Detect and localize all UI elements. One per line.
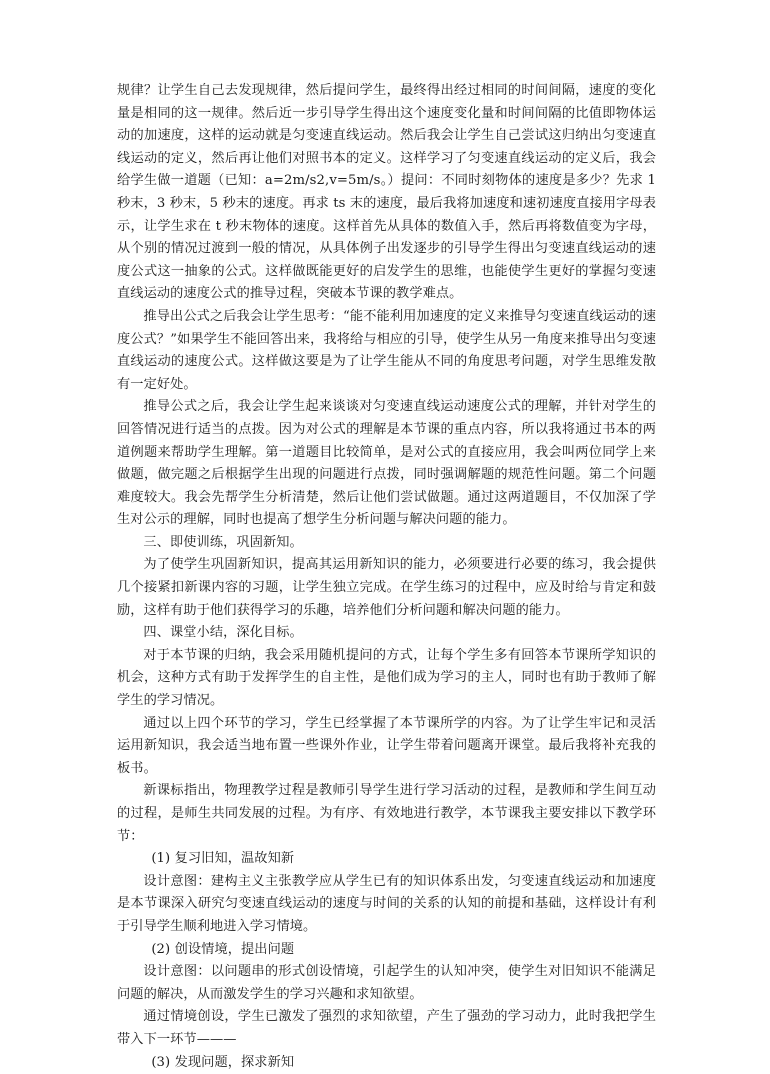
heading-step-two: (2) 创设情境，提出问题	[151, 941, 295, 957]
paragraph-formula-understanding: 推导公式之后，我会让学生起来谈谈对匀变速直线运动速度公式的理解，并针对学生的回答情况进行适当的点拨。因为对公式的理解是本节课的重点内容，所以我将通过书本的两道例题来帮助学生理解。第一道题目比较简单，是对公式的直接应用，我会叫两位同学上来做题，做完题之后根据学生出现的问题进行点拨，同时强调解题的规范性问题。第二个问题难度较大。我会先帮学生分析清楚，然后让他们尝试做题。通过这两道题目，不仅加深了学生对公示的理解，同时也提高了想学生分析问题与解决问题的能力。	[117, 399, 656, 528]
document-page	[117, 80, 656, 1074]
paragraph-homework: 通过以上四个环节的学习，学生已经掌握了本节课所学的内容。为了让学生牢记和灵活运用新知识，我会适当地布置一些课外作业，让学生带着问题离开课堂。最后我将补充我的板书。	[117, 715, 656, 776]
paragraph-practice: 为了使学生巩固新知识，提高其运用新知识的能力，必须要进行必要的练习，我会提供几个接紧扣新课内容的习题，让学生独立完成。在学生练习的过程中，应及时给与肯定和鼓励，这样有助于他们获得学习的乐趣，培养他们分析问题和解决问题的能力。	[117, 557, 656, 618]
heading-section-four: 四、课堂小结，深化目标。	[143, 625, 303, 641]
heading-step-one: (1) 复习旧知，温故知新	[151, 851, 295, 867]
paragraph-curriculum: 新课标指出，物理教学过程是教师引导学生进行学习活动的过程，是教师和学生间互动的过程，是师生共同发展的过程。为有序、有效地进行教学，本节课我主要安排以下教学环节：	[117, 783, 656, 844]
paragraph-design-intent-two: 设计意图：以问题串的形式创设情境，引起学生的认知冲突，使学生对旧知识不能满足问题的解决，从而激发学生的学习兴趣和求知欲望。	[117, 964, 656, 1002]
heading-step-three: (3) 发现问题，探求新知	[151, 1054, 295, 1070]
paragraph-think-question: 推导出公式之后我会让学生思考：“能不能利用加速度的定义来推导匀变速直线运动的速度公式？”如果学生不能回答出来，我将给与相应的引导，使学生从另一角度来推导出匀变速直线运动的速度公式。这样做这要是为了让学生能从不同的角度思考问题，对学生思维发散有一定好处。	[117, 308, 656, 392]
heading-section-three: 三、即使训练，巩固新知。	[143, 534, 303, 550]
paragraph-transition: 通过情境创设，学生已激发了强烈的求知欲望，产生了强劲的学习动力，此时我把学生带入下一环节———	[117, 1009, 656, 1047]
paragraph-design-intent-one: 设计意图：建构主义主张教学应从学生已有的知识体系出发，匀变速直线运动和加速度是本节课深入研究匀变速直线运动的速度与时间的关系的认知的前提和基础，这样设计有利于引导学生顺利地进入学习情境。	[117, 873, 656, 934]
paragraph-summary: 对于本节课的归纳，我会采用随机提问的方式，让每个学生多有回答本节课所学知识的机会，这种方式有助于发挥学生的自主性，是他们成为学习的主人，同时也有助于教师了解学生的学习情况。	[117, 647, 656, 709]
paragraph-derivation-intro: 规律？让学生自己去发现规律，然后提问学生，最终得出经过相同的时间间隔，速度的变化量是相同的这一规律。然后近一步引导学生得出这个速度变化量和时间间隔的比值即物体运动的加速度，这样的运动就是匀变速直线运动。然后我会让学生自己尝试这归纳出匀变速直线运动的定义，然后再让他们对照书本的定义。这样学习了匀变速直线运动的定义后，我会给学生做一道题（已知：a=2m/s2,v=5m/s。）提问：不同时刻物体的速度是多少？先求 1 秒末，3 秒末，5 秒末的速度。再求 ts 末的速度，最后我将加速度和速初速度直接用字母表示，让学生求在 t 秒末物体的速度。这样首先从具体的数值入手，然后再将数值变为字母，从个别的情况过渡到一般的情况，从具体例子出发逐步的引导学生得出匀变速直线运动的速度公式这一抽象的公式。这样做既能更好的启发学生的思维，也能使学生更好的掌握匀变速直线运动的速度公式的推导过程，突破本节课的教学难点。	[117, 83, 656, 302]
